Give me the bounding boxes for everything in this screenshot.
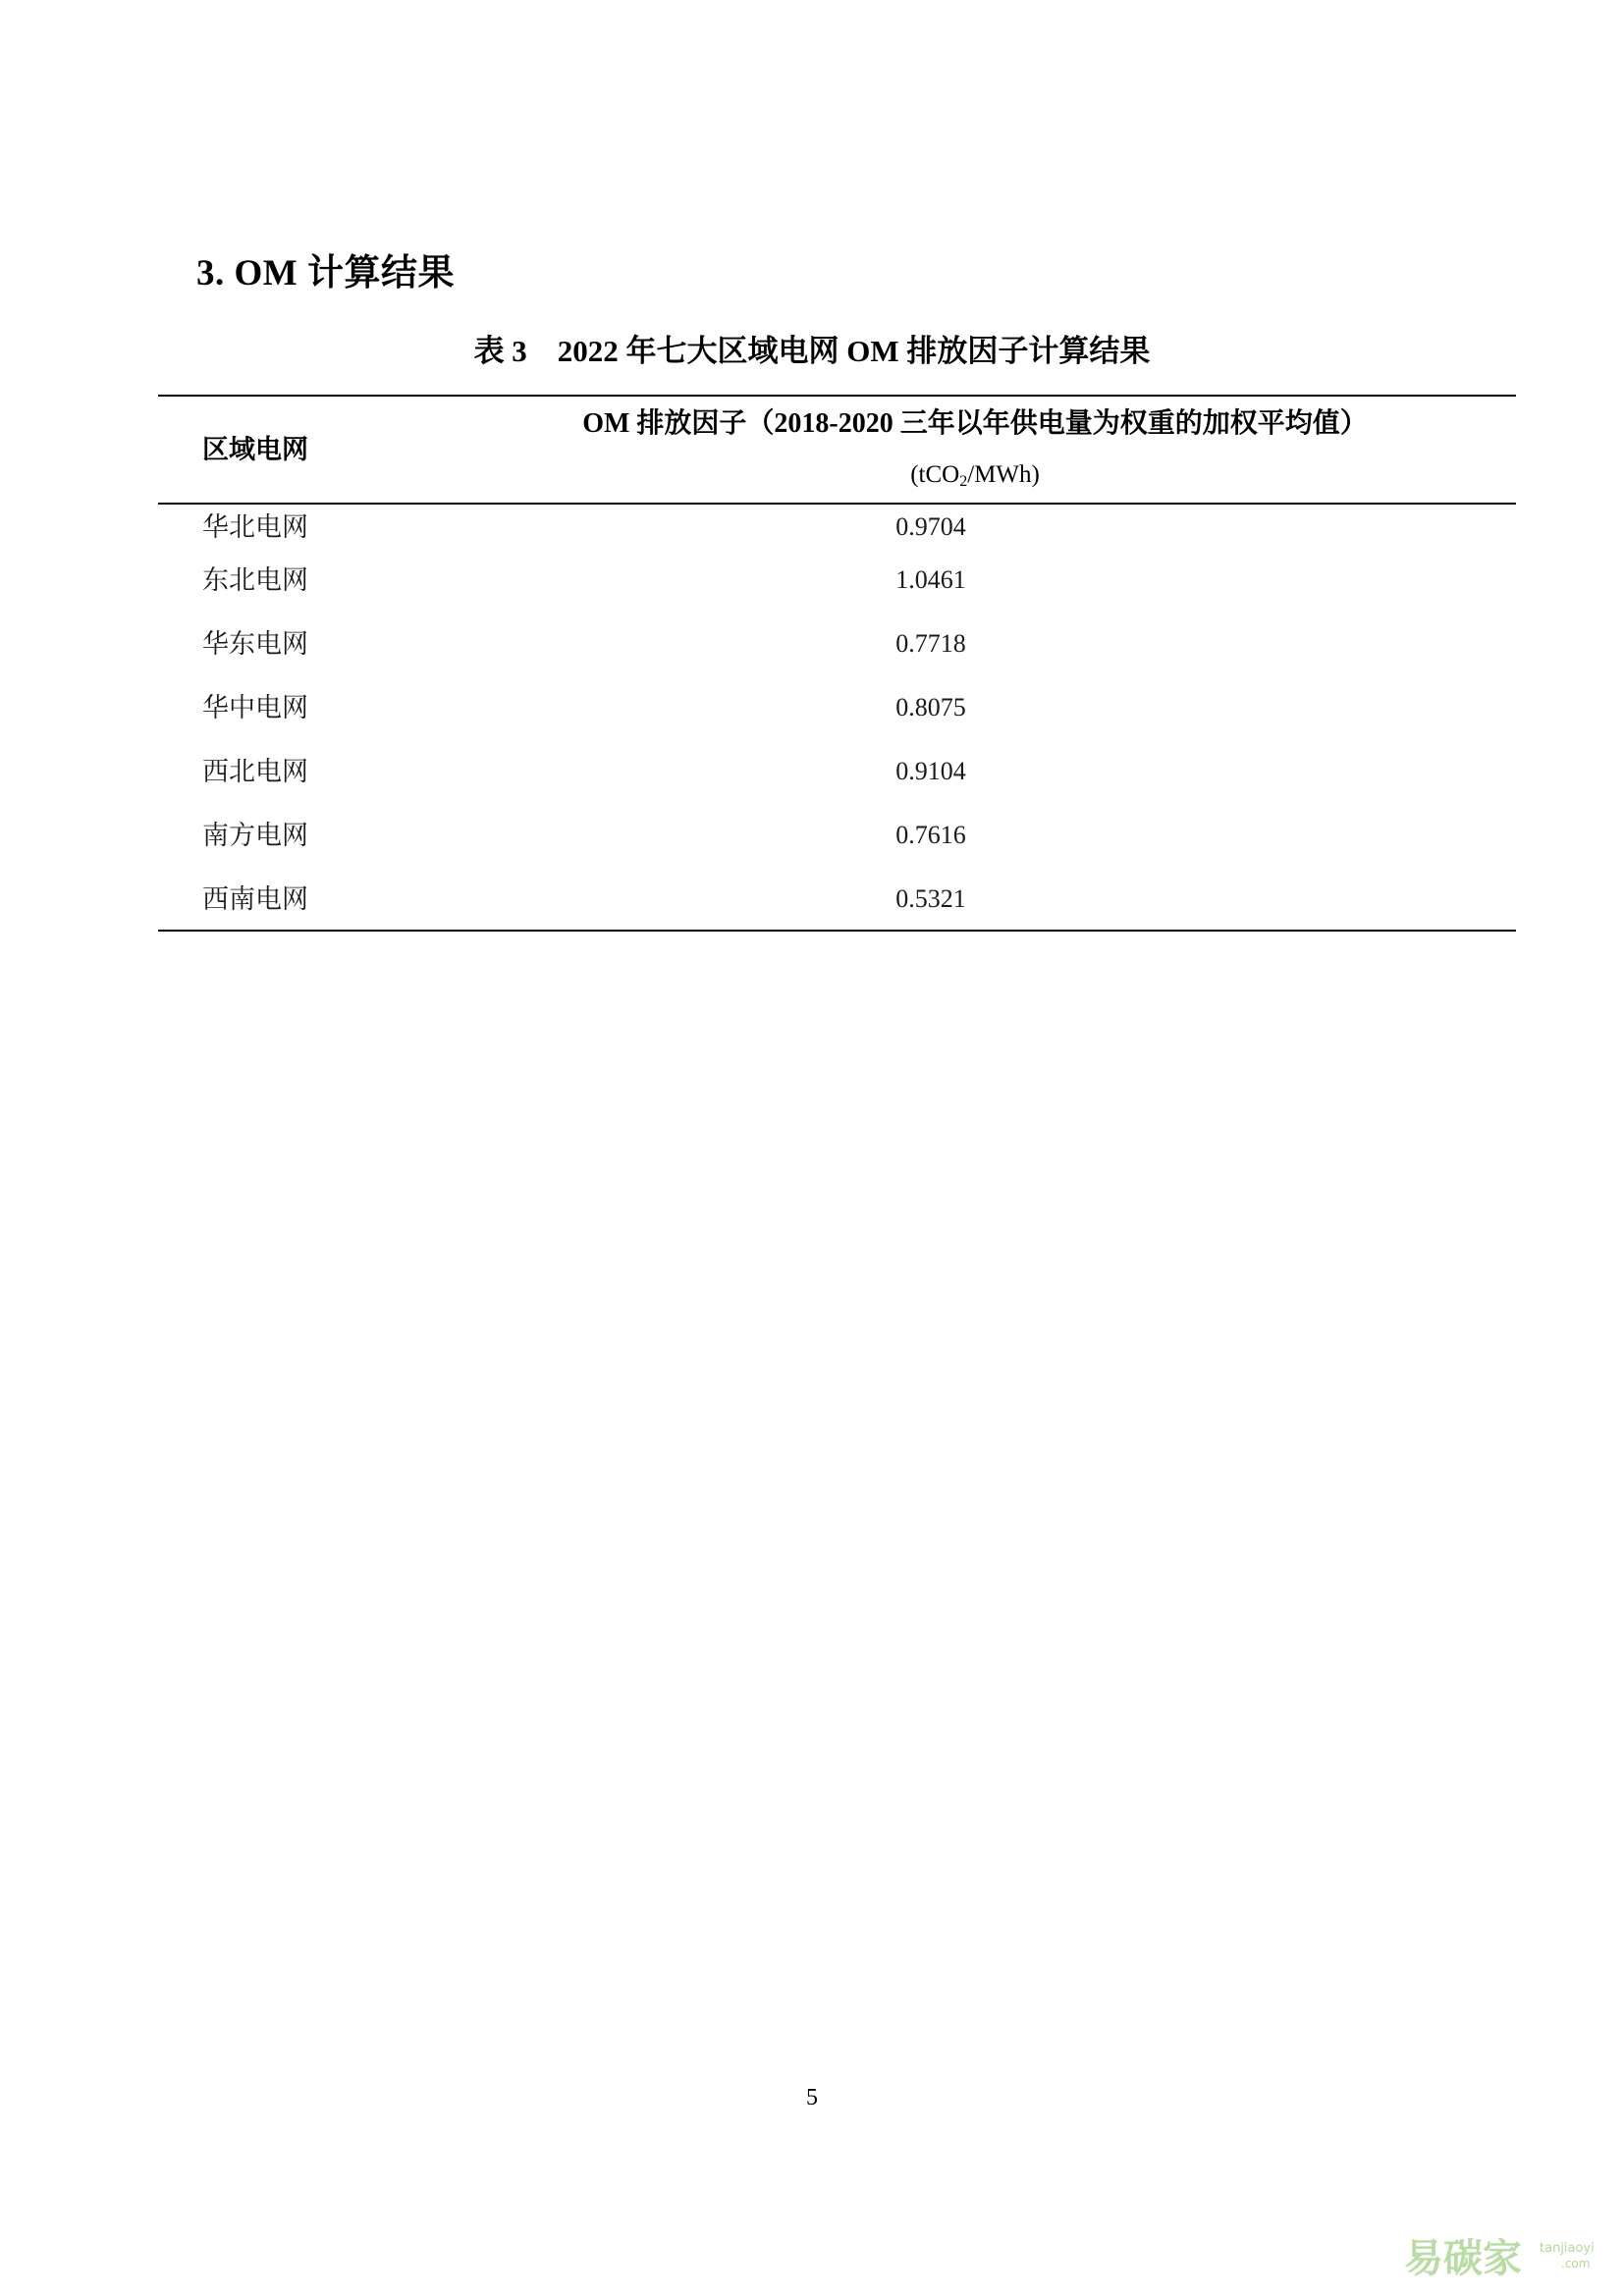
page-number: 5 (806, 2085, 818, 2110)
region-cell: 西南电网 (202, 884, 308, 914)
unit-subscript: 2 (959, 473, 968, 490)
table-row (0, 816, 1624, 855)
column-header-om-factor: OM 排放因子（2018-2020 三年以年供电量为权重的加权平均值） (582, 408, 1368, 439)
region-cell: 西北电网 (202, 757, 308, 786)
om-factor-cell: 0.8075 (895, 693, 966, 721)
region-cell: 东北电网 (202, 565, 308, 595)
table-row (0, 561, 1624, 600)
table-row (0, 752, 1624, 791)
column-header-region: 区域电网 (202, 435, 308, 464)
brand-watermark-logo (1404, 2226, 1610, 2285)
region-cell: 华东电网 (202, 629, 308, 659)
table-header-rule (158, 503, 1516, 505)
watermark-domain-text: tanjiaoyi (1540, 2241, 1595, 2256)
table-top-rule (158, 395, 1516, 397)
watermark-domain-suffix: .com (1561, 2257, 1591, 2270)
table-caption: 表 3 2022 年七大区域电网 OM 排放因子计算结果 (473, 334, 1151, 368)
watermark-brand-text: 易碳家 (1404, 2236, 1522, 2281)
om-factor-cell: 0.5321 (895, 884, 966, 913)
column-header-unit (460, 457, 1490, 493)
region-cell: 南方电网 (202, 821, 308, 850)
table-bottom-rule (158, 930, 1516, 932)
table-row (0, 624, 1624, 664)
unit-prefix: (tCO (910, 461, 960, 488)
unit-suffix: /MWh) (967, 461, 1040, 488)
section-heading: 3. OM 计算结果 (196, 253, 455, 294)
table-row (0, 688, 1624, 727)
om-factor-cell: 0.9704 (895, 512, 966, 541)
om-factor-cell: 0.7718 (895, 629, 966, 658)
table-row (0, 880, 1624, 919)
region-cell: 华中电网 (202, 693, 308, 722)
om-factor-cell: 0.9104 (895, 757, 966, 785)
om-factor-cell: 0.7616 (895, 821, 966, 849)
region-cell: 华北电网 (202, 512, 308, 542)
table-row (0, 507, 1624, 547)
om-factor-cell: 1.0461 (895, 565, 966, 594)
